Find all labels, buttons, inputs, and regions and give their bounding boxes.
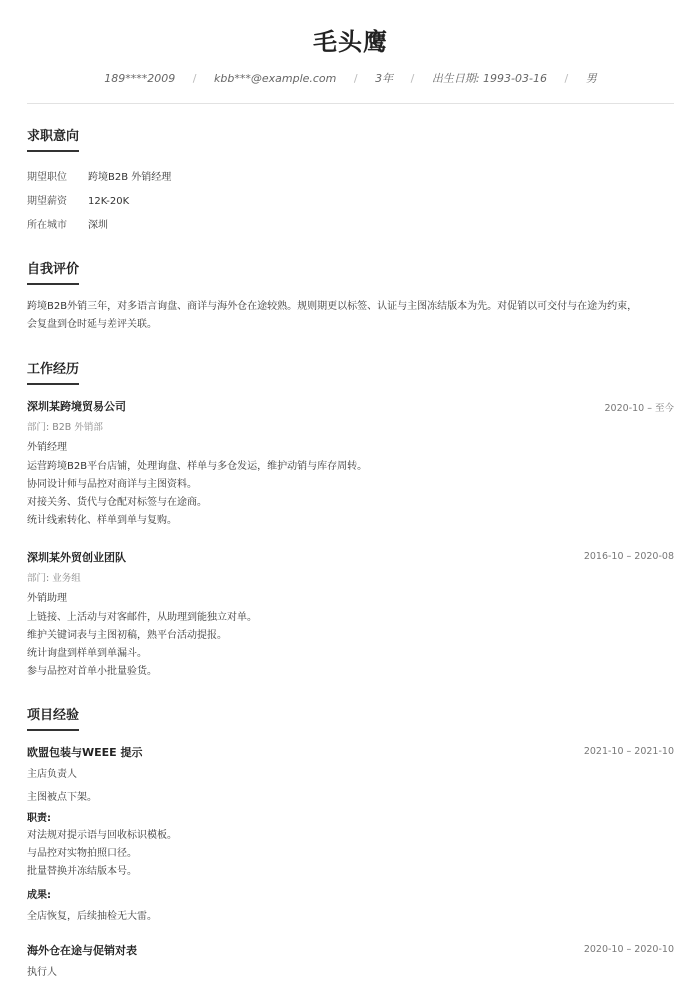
work-bullet: 统计线索转化、样单到单与复购。 (27, 515, 177, 526)
work-company: 深圳某跨境贸易公司 (27, 400, 126, 413)
work-bullet: 对接关务、货代与仓配对标签与在途商。 (27, 497, 207, 508)
project-name: 欧盟包装与WEEE 提示 (27, 746, 143, 759)
work-role: 外销助理 (27, 593, 67, 604)
section-title-work: 工作经历 (27, 358, 79, 385)
experience-years: 3年 (375, 72, 394, 85)
email: kbb***@example.com (214, 72, 337, 85)
intent-row-position (27, 168, 171, 183)
project-name: 海外仓在途与促销对表 (27, 944, 137, 957)
work-dept: 部门: B2B 外销部 (27, 422, 103, 433)
work-bullet: 统计询盘到样单到单漏斗。 (27, 648, 147, 659)
work-bullets (27, 458, 674, 530)
self-eval-text (27, 298, 674, 334)
work-bullet: 运营跨境B2B平台店铺，处理询盘、样单与多仓发运，维护动销与库存周转。 (27, 461, 368, 472)
project-result-label: 成果: (27, 890, 51, 901)
header-divider (27, 103, 674, 104)
separator: / (353, 72, 358, 85)
intent-value: 12K-20K (88, 196, 130, 207)
work-bullet: 协同设计师与品控对商详与主图资料。 (27, 479, 197, 490)
project-duty: 对法规对提示语与回收标识模板。 (27, 830, 177, 841)
work-dept: 部门: 业务组 (27, 573, 81, 584)
work-role: 外销经理 (27, 442, 67, 453)
separator: / (192, 72, 197, 85)
project-duty-label: 职责: (27, 813, 51, 824)
intent-row-city (27, 216, 108, 231)
work-bullet: 维护关键词表与主图初稿，熟平台活动提报。 (27, 630, 227, 641)
intent-value: 深圳 (88, 220, 108, 231)
section-title-intent: 求职意向 (27, 125, 79, 152)
intent-key: 期望薪资 (27, 196, 67, 207)
project-duties (27, 827, 674, 881)
separator: / (564, 72, 569, 85)
gender: 男 (585, 72, 597, 85)
project-duty: 与品控对实物拍照口径。 (27, 848, 137, 859)
work-company: 深圳某外贸创业团队 (27, 551, 126, 564)
project-date: 2021-10 – 2021-10 (583, 746, 674, 757)
self-eval-line: 跨境B2B外销三年，对多语言询盘、商详与海外仓在途较熟。规则期更以标签、认证与主图冻结版本为先。对促销以可交付与在途为约束， (27, 301, 638, 312)
section-title-self-eval: 自我评价 (27, 258, 79, 285)
work-bullet: 上链接、上活动与对客邮件，从助理到能独立对单。 (27, 612, 257, 623)
intent-key: 所在城市 (27, 220, 67, 231)
project-date: 2020-10 – 2020-10 (583, 944, 674, 955)
separator: / (410, 72, 415, 85)
project-role: 主店负责人 (27, 769, 77, 780)
intent-value: 跨境B2B 外销经理 (88, 172, 172, 183)
work-date: 2020-10 – 至今 (604, 403, 674, 414)
project-duty: 批量替换并冻结版本号。 (27, 866, 137, 877)
section-title-projects: 项目经验 (27, 704, 79, 731)
project-result: 全店恢复，后续抽检无大雷。 (27, 911, 157, 922)
intent-key: 期望职位 (27, 172, 67, 183)
work-date: 2016-10 – 2020-08 (583, 551, 674, 562)
contact-line (27, 70, 674, 86)
phone: 189****2009 (104, 72, 176, 85)
birth-date: 出生日期: 1993-03-16 (431, 72, 547, 85)
project-summary: 主图被点下架。 (27, 792, 97, 803)
project-role: 执行人 (27, 967, 57, 978)
intent-row-salary (27, 192, 129, 207)
work-bullets (27, 609, 674, 681)
self-eval-line: 会复盘到仓时延与差评关联。 (27, 319, 157, 330)
candidate-name: 毛头鹰 (313, 28, 388, 56)
work-bullet: 参与品控对首单小批量验货。 (27, 666, 157, 677)
